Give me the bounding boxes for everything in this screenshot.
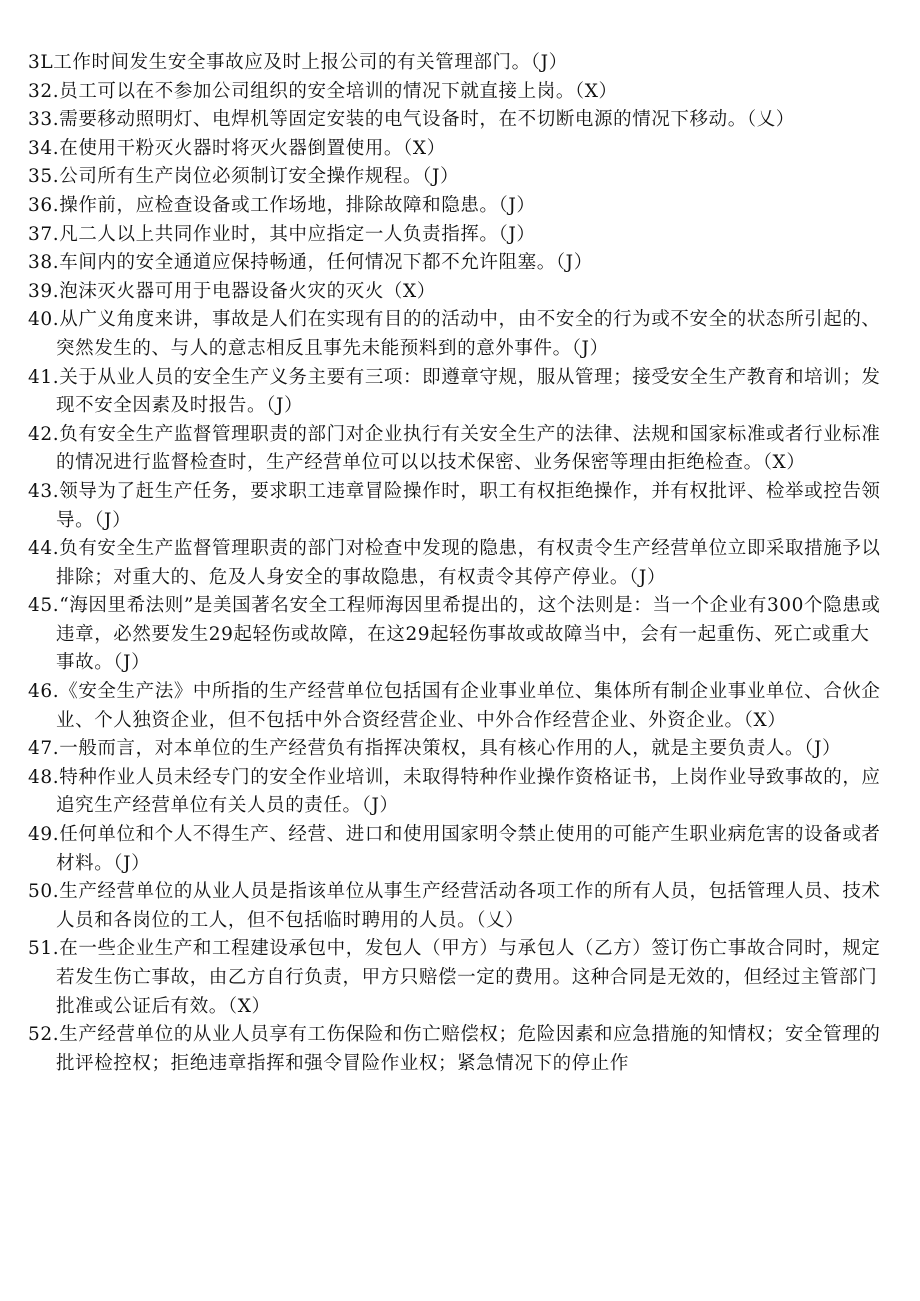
list-item: 47.一般而言，对本单位的生产经营负有指挥决策权，具有核心作用的人，就是主要负责人。（J） [28, 738, 842, 760]
list-item: 50.生产经营单位的从业人员是指该单位从事生产经营活动各项工作的所有人员，包括管理人员、技术人员和各岗位的工人，但不包括临时聘用的人员。（乂） [28, 881, 881, 931]
list-item: 48.特种作业人员未经专门的安全作业培训，未取得特种作业操作资格证书，上岗作业导致事故的，应追究生产经营单位有关人员的责任。（J） [28, 766, 881, 817]
list-item: 37.凡二人以上共同作业时，其中应指定一人负责指挥。（J） [28, 223, 536, 245]
list-item: 36.操作前，应检查设备或工作场地，排除故障和隐患。（J） [28, 194, 536, 216]
list-item: 3L工作时间发生安全事故应及时上报公司的有关管理部门。（J） [28, 52, 568, 73]
list-item: 39.泡沫灭火器可用于电器设备火灾的灭火（X） [28, 280, 436, 302]
list-item: 35.公司所有生产岗位必须制订安全操作规程。（J） [28, 166, 460, 188]
list-item: 34.在使用干粉灭火器时将灭火器倒置使用。（X） [28, 137, 446, 159]
list-item: 44.负有安全生产监督管理职责的部门对检查中发现的隐患，有权责令生产经营单位立即采取措施予以排除；对重大的、危及人身安全的事故隐患，有权责令其停产停业。（J） [28, 538, 881, 588]
list-item: 41.关于从业人员的安全生产义务主要有三项：即遵章守规，服从管理；接受安全生产教育和培训；发现不安全因素及时报告。（J） [28, 366, 881, 417]
list-item: 45.“海因里希法则”是美国著名安全工程师海因里希提出的，这个法则是：当一个企业有300个隐患或违章，必然要发生29起轻伤或故障，在这29起轻伤事故或故障当中，会有一起重伤、死亡或重大事故。（J） [28, 595, 881, 674]
list-item: 46.《安全生产法》中所指的生产经营单位包括国有企业事业单位、集体所有制企业事业单位、合伙企业、个人独资企业，但不包括中外合资经营企业、中外合作经营企业、外资企业。（X） [28, 681, 881, 731]
list-item: 43.领导为了赶生产任务，要求职工违章冒险操作时，职工有权拒绝操作，并有权批评、检举或控告领导。（J） [28, 480, 881, 531]
list-item: 42.负有安全生产监督管理职责的部门对企业执行有关安全生产的法律、法规和国家标准或者行业标准的情况进行监督检查时，生产经营单位可以以技术保密、业务保密等理由拒绝检查。（X） [28, 423, 881, 474]
list-item: 40.从广义角度来讲，事故是人们在实现有目的的活动中，由不安全的行为或不安全的状态所引起的、突然发生的、与人的意志相反且事先未能预料到的意外事件。（J） [28, 309, 881, 359]
list-item: 32.员工可以在不参加公司组织的安全培训的情况下就直接上岗。（X） [28, 80, 618, 102]
list-item: 38.车间内的安全通道应保持畅通，任何情况下都不允许阻塞。（J） [28, 252, 593, 274]
list-item: 52.生产经营单位的从业人员享有工伤保险和伤亡赔偿权；危险因素和应急措施的知情权；安全管理的批评检控权；拒绝违章指挥和强令冒险作业权；紧急情况下的停止作 [28, 1024, 881, 1074]
document-page [28, 49, 888, 1078]
list-item: 33.需要移动照明灯、电焊机等固定安装的电气设备时，在不切断电源的情况下移动。（乂） [28, 109, 795, 131]
list-item: 51.在一些企业生产和工程建设承包中，发包人（甲方）与承包人（乙方）签订伤亡事故合同时，规定若发生伤亡事故，由乙方自行负责，甲方只赔偿一定的费用。这种合同是无效的，但经过主管部门批准或公证后有效。（X） [28, 938, 881, 1017]
list-item: 49.任何单位和个人不得生产、经营、进口和使用国家明令禁止使用的可能产生职业病危害的设备或者材料。（J） [28, 824, 881, 874]
